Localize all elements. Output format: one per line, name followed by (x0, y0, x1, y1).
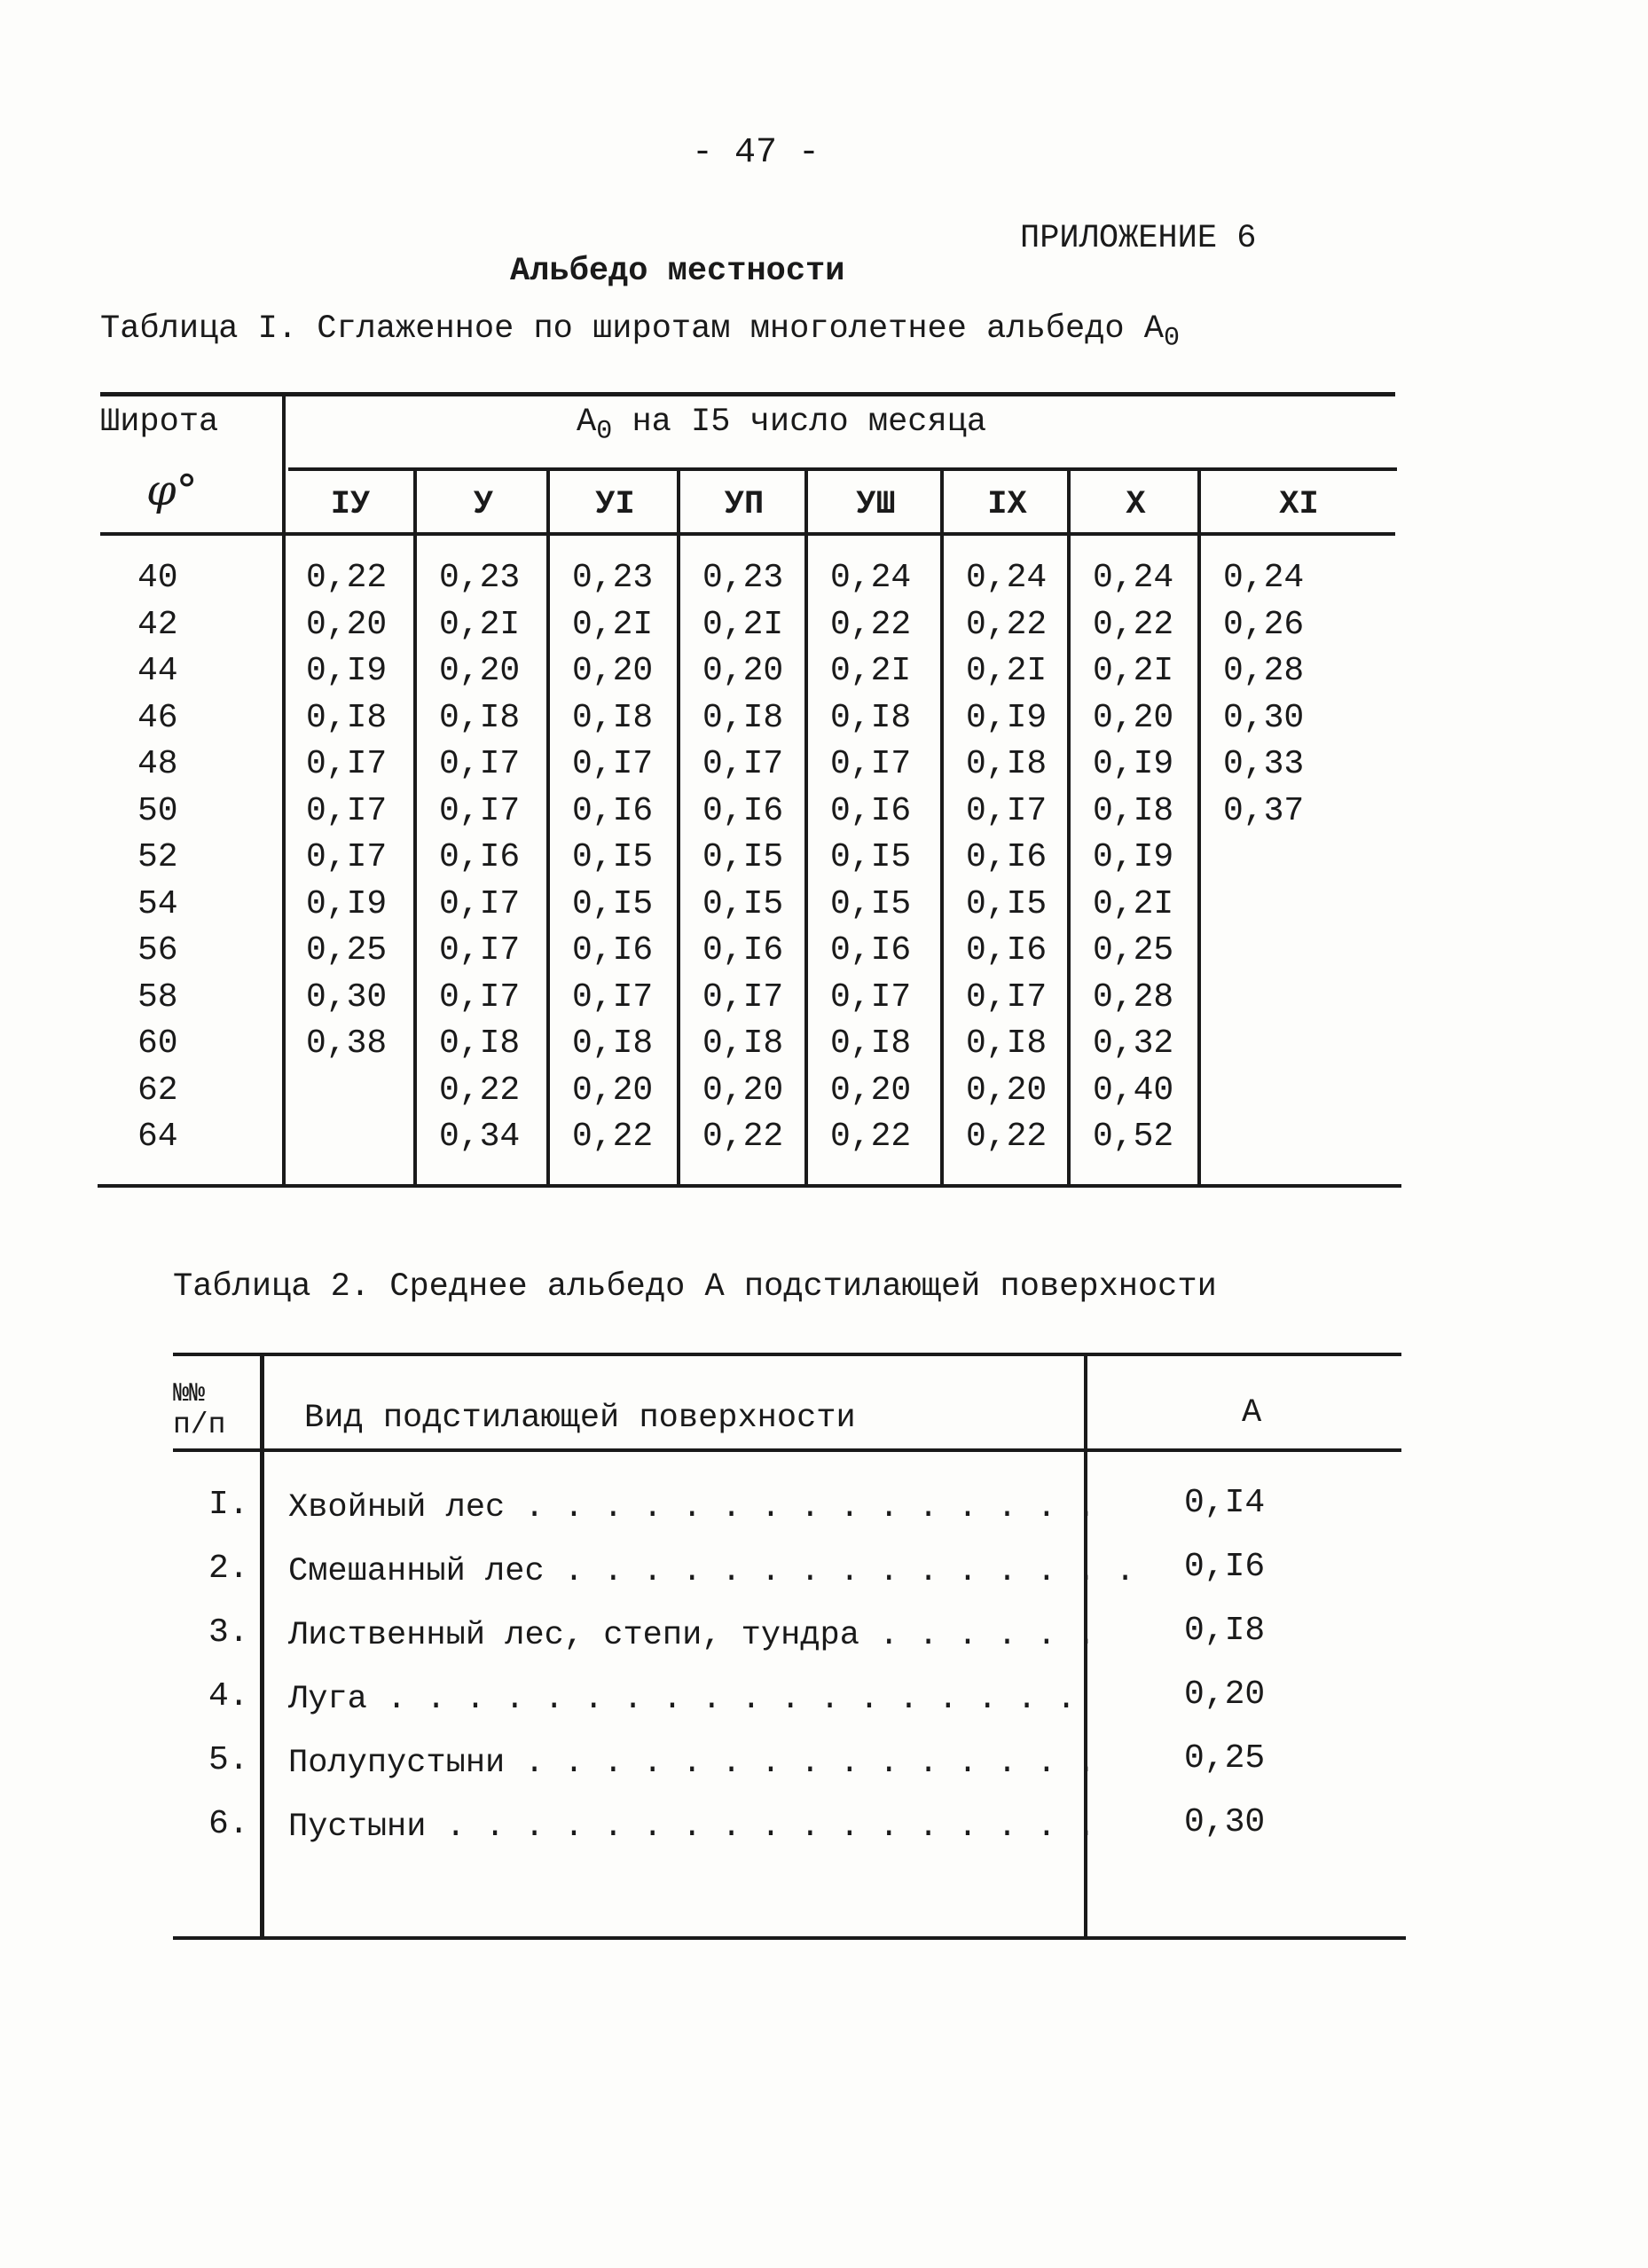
albedo-cell: 0,I9 (306, 652, 388, 690)
albedo-cell: 0,22 (830, 605, 912, 644)
albedo-cell: 0,I7 (439, 977, 521, 1016)
albedo-cell: 0,I6 (702, 791, 784, 830)
table1-top-rule (100, 392, 1395, 396)
table1-caption-sub: 0 (1164, 323, 1181, 354)
latitude-cell: 44 (137, 652, 178, 690)
table1-col-divider (940, 467, 944, 1186)
table1-col-divider (546, 467, 550, 1186)
table1-header-rule (100, 532, 1395, 536)
latitude-cell: 64 (137, 1118, 178, 1156)
month-header: УШ (856, 486, 896, 523)
latitude-cell: 58 (137, 977, 178, 1016)
albedo-cell: 0,20 (439, 652, 521, 690)
albedo-value: 0,25 (1184, 1739, 1266, 1778)
albedo-cell: 0,22 (830, 1118, 912, 1156)
surface-name-text: Смешанный лес (288, 1553, 545, 1590)
table1-caption-text: Таблица I. Сглаженное по широтам многолетнее альбедо A (100, 310, 1164, 348)
albedo-cell: 0,20 (702, 1071, 784, 1110)
albedo-cell: 0,I6 (966, 931, 1048, 969)
surface-name (288, 1745, 1095, 1782)
albedo-cell: 0,I6 (439, 838, 521, 876)
albedo-cell: 0,I9 (1093, 838, 1174, 876)
albedo-cell: 0,20 (702, 652, 784, 690)
albedo-cell: 0,I7 (306, 745, 388, 783)
table2-top-rule (173, 1353, 1401, 1356)
albedo-cell: 0,I8 (702, 1024, 784, 1063)
table2-bottom-rule (173, 1936, 1406, 1940)
month-header: X (1126, 486, 1146, 523)
albedo-cell: 0,I7 (439, 745, 521, 783)
albedo-cell: 0,24 (1093, 559, 1174, 597)
albedo-cell: 0,26 (1223, 605, 1305, 644)
albedo-cell: 0,2I (966, 652, 1048, 690)
albedo-cell: 0,I7 (306, 838, 388, 876)
albedo-cell: 0,I9 (966, 698, 1048, 737)
leader-dots: . . . . . . . . . . . . . . . (505, 1489, 1096, 1526)
latitude-cell: 52 (137, 838, 178, 876)
albedo-cell: 0,I8 (966, 745, 1048, 783)
albedo-cell: 0,I5 (966, 884, 1048, 923)
section-title: Альбедо местности (510, 253, 845, 290)
group-header-rest: на I5 число месяца (612, 404, 987, 441)
surface-name-text: Хвойный лес (288, 1489, 506, 1526)
surface-name-text: Пустыни (288, 1809, 427, 1846)
albedo-cell: 0,I5 (702, 884, 784, 923)
albedo-cell: 0,20 (572, 652, 654, 690)
albedo-cell: 0,I8 (439, 698, 521, 737)
albedo-cell: 0,I8 (830, 698, 912, 737)
table1-latitude-header: Широта (100, 404, 219, 441)
albedo-cell: 0,20 (966, 1071, 1048, 1110)
surface-name-text: Луга (288, 1681, 367, 1718)
albedo-cell: 0,23 (702, 559, 784, 597)
albedo-cell: 0,I5 (830, 838, 912, 876)
albedo-cell: 0,22 (572, 1118, 654, 1156)
month-header: XI (1279, 486, 1319, 523)
leader-dots: . . . . . . . . . . . . . . . (544, 1553, 1135, 1590)
table2-num-header-bottom: п/п (173, 1409, 226, 1441)
albedo-cell: 0,I7 (702, 977, 784, 1016)
albedo-cell: 0,33 (1223, 745, 1305, 783)
latitude-cell: 48 (137, 745, 178, 783)
albedo-cell: 0,I8 (1093, 791, 1174, 830)
albedo-cell: 0,I7 (572, 745, 654, 783)
row-number: 2. (208, 1550, 249, 1588)
albedo-cell: 0,28 (1223, 652, 1305, 690)
row-number: I. (208, 1486, 249, 1524)
latitude-cell: 40 (137, 559, 178, 597)
table1-group-rule (288, 467, 1397, 471)
albedo-cell: 0,22 (439, 1071, 521, 1110)
leader-dots: . . . . . . (859, 1617, 1096, 1654)
table1-group-header (577, 404, 986, 446)
albedo-cell: 0,I6 (830, 931, 912, 969)
month-header: IУ (330, 486, 371, 523)
albedo-cell: 0,I7 (439, 931, 521, 969)
albedo-cell: 0,22 (702, 1118, 784, 1156)
albedo-value: 0,20 (1184, 1675, 1266, 1714)
albedo-value: 0,I8 (1184, 1612, 1266, 1650)
surface-name (288, 1489, 1095, 1526)
albedo-cell: 0,2I (1093, 652, 1174, 690)
albedo-cell: 0,30 (1223, 698, 1305, 737)
albedo-cell: 0,I7 (702, 745, 784, 783)
table1-caption (100, 310, 1180, 353)
surface-name (288, 1553, 1135, 1590)
table1-col-divider (1197, 467, 1201, 1186)
table2-caption: Таблица 2. Среднее альбедо A подстилающей поверхности (173, 1268, 1217, 1306)
month-header: УП (724, 486, 765, 523)
albedo-cell: 0,25 (306, 931, 388, 969)
albedo-cell: 0,I7 (439, 884, 521, 923)
albedo-cell: 0,20 (306, 605, 388, 644)
albedo-cell: 0,I8 (830, 1024, 912, 1063)
table1-bottom-rule (98, 1184, 1401, 1188)
albedo-cell: 0,22 (1093, 605, 1174, 644)
albedo-cell: 0,23 (572, 559, 654, 597)
albedo-cell: 0,I6 (702, 931, 784, 969)
latitude-cell: 62 (137, 1071, 178, 1110)
table1-col-divider (677, 467, 680, 1186)
albedo-cell: 0,I8 (439, 1024, 521, 1063)
albedo-cell: 0,I9 (1093, 745, 1174, 783)
albedo-cell: 0,I7 (966, 791, 1048, 830)
albedo-value: 0,I6 (1184, 1548, 1266, 1586)
row-number: 6. (208, 1805, 249, 1843)
month-header: У (473, 486, 494, 523)
table1-col-divider (804, 467, 808, 1186)
latitude-symbol: φ° (146, 466, 198, 515)
albedo-cell: 0,I8 (966, 1024, 1048, 1063)
albedo-cell: 0,34 (439, 1118, 521, 1156)
appendix-label: ПРИЛОЖЕНИЕ 6 (1020, 220, 1257, 257)
row-number: 5. (208, 1741, 249, 1779)
group-header-a: A (577, 404, 597, 441)
surface-name (288, 1617, 1095, 1654)
albedo-cell: 0,I6 (966, 838, 1048, 876)
albedo-cell: 0,30 (306, 977, 388, 1016)
group-header-sub: 0 (596, 416, 613, 447)
latitude-cell: 42 (137, 605, 178, 644)
albedo-cell: 0,37 (1223, 791, 1305, 830)
albedo-cell: 0,I7 (966, 977, 1048, 1016)
albedo-cell: 0,40 (1093, 1071, 1174, 1110)
table2-surface-header: Вид подстилающей поверхности (304, 1400, 856, 1437)
albedo-cell: 0,24 (966, 559, 1048, 597)
albedo-cell: 0,I5 (572, 884, 654, 923)
month-header: УI (595, 486, 635, 523)
albedo-cell: 0,2I (830, 652, 912, 690)
albedo-cell: 0,2I (572, 605, 654, 644)
albedo-cell: 0,23 (439, 559, 521, 597)
table2-col-divider (260, 1353, 264, 1938)
albedo-cell: 0,I7 (830, 745, 912, 783)
month-header: IX (987, 486, 1027, 523)
albedo-cell: 0,I6 (572, 791, 654, 830)
albedo-cell: 0,32 (1093, 1024, 1174, 1063)
albedo-cell: 0,2I (439, 605, 521, 644)
surface-name (288, 1681, 1076, 1718)
albedo-cell: 0,20 (572, 1071, 654, 1110)
albedo-cell: 0,I8 (572, 1024, 654, 1063)
latitude-cell: 50 (137, 791, 178, 830)
albedo-cell: 0,38 (306, 1024, 388, 1063)
albedo-cell: 0,2I (702, 605, 784, 644)
table1-col-divider (413, 467, 417, 1186)
albedo-cell: 0,28 (1093, 977, 1174, 1016)
albedo-cell: 0,24 (1223, 559, 1305, 597)
table2-value-header: A (1242, 1394, 1262, 1432)
albedo-cell: 0,I7 (830, 977, 912, 1016)
albedo-cell: 0,I6 (572, 931, 654, 969)
albedo-cell: 0,I8 (702, 698, 784, 737)
albedo-cell: 0,I7 (439, 791, 521, 830)
leader-dots: . . . . . . . . . . . . . . . (505, 1745, 1096, 1782)
albedo-cell: 0,I6 (830, 791, 912, 830)
albedo-cell: 0,52 (1093, 1118, 1174, 1156)
leader-dots: . . . . . . . . . . . . . . . . . (426, 1809, 1096, 1846)
albedo-cell: 0,I7 (572, 977, 654, 1016)
albedo-cell: 0,22 (966, 1118, 1048, 1156)
albedo-cell: 0,I5 (830, 884, 912, 923)
albedo-cell: 0,24 (830, 559, 912, 597)
albedo-value: 0,I4 (1184, 1484, 1266, 1522)
row-number: 3. (208, 1613, 249, 1652)
albedo-value: 0,30 (1184, 1803, 1266, 1841)
row-number: 4. (208, 1677, 249, 1715)
albedo-cell: 0,I8 (306, 698, 388, 737)
albedo-cell: 0,I7 (306, 791, 388, 830)
surface-name (288, 1809, 1095, 1846)
latitude-cell: 56 (137, 931, 178, 969)
albedo-cell: 0,I5 (572, 838, 654, 876)
leader-dots: . . . . . . . . . . . . . . . . . . (366, 1681, 1077, 1718)
table2-header-rule (173, 1448, 1401, 1452)
latitude-cell: 54 (137, 884, 178, 923)
table2-num-header-top: №№ (173, 1379, 206, 1409)
latitude-cell: 46 (137, 698, 178, 737)
albedo-cell: 0,22 (306, 559, 388, 597)
albedo-cell: 0,I8 (572, 698, 654, 737)
albedo-cell: 0,20 (830, 1071, 912, 1110)
latitude-cell: 60 (137, 1024, 178, 1063)
albedo-cell: 0,22 (966, 605, 1048, 644)
albedo-cell: 0,2I (1093, 884, 1174, 923)
surface-name-text: Полупустыни (288, 1745, 506, 1782)
page-number: - 47 - (692, 133, 820, 173)
table1-col-divider (1067, 467, 1071, 1186)
albedo-cell: 0,I5 (702, 838, 784, 876)
albedo-cell: 0,I9 (306, 884, 388, 923)
surface-name-text: Лиственный лес, степи, тундра (288, 1617, 859, 1654)
albedo-cell: 0,20 (1093, 698, 1174, 737)
albedo-cell: 0,25 (1093, 931, 1174, 969)
